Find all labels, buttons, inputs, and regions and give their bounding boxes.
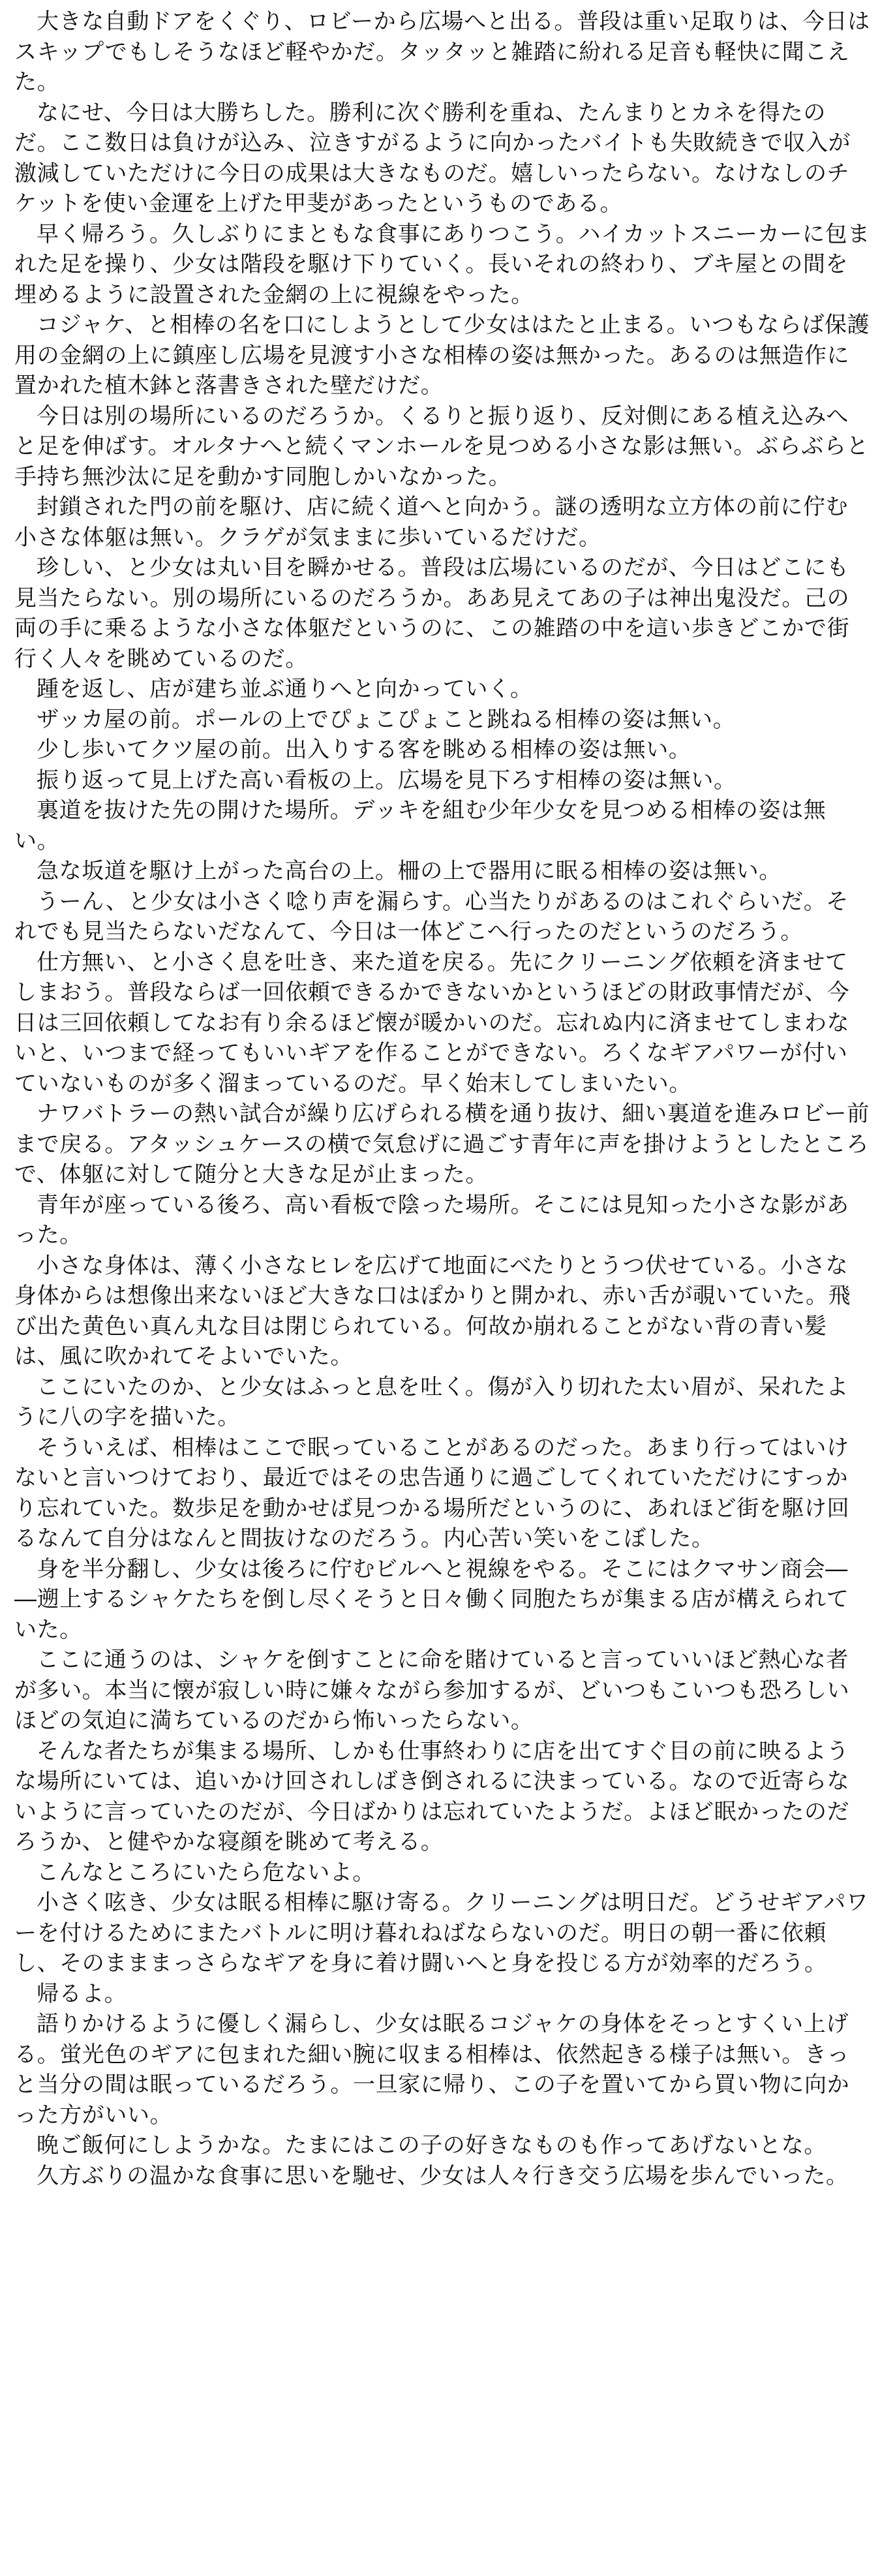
paragraph: 珍しい、と少女は丸い目を瞬かせる。普段は広場にいるのだが、今日はどこにも見当たらない。別の場所にいるのだろうか。ああ見えてあの子は神出鬼没だ。己の両の手に乗るような小さな体躯だというのに、この雑踏の中を這い歩きどこかで街行く人々を眺めているのだ。 — [14, 555, 850, 672]
paragraph: 今日は別の場所にいるのだろうか。くるりと振り返り、反対側にある植え込みへと足を伸ばす。オルタナへと続くマンホールを見つめる小さな影は無い。ぶらぶらと手持ち無沙汰に足を動かす同胞しかいなかった。 — [14, 403, 870, 490]
paragraph: ザッカ屋の前。ポールの上でぴょこぴょこと跳ねる相棒の姿は無い。 — [37, 706, 736, 733]
paragraph: 裏道を抜けた先の開けた場所。デッキを組む少年少女を見つめる相棒の姿は無い。 — [14, 797, 827, 854]
paragraph: 少し歩いてクツ屋の前。出入りする客を眺める相棒の姿は無い。 — [37, 737, 691, 763]
paragraph: 晩ご飯何にしようかな。たまにはこの子の好きなものも作ってあげないとな。 — [37, 2132, 827, 2158]
paragraph: 踵を返し、店が建ち並ぶ通りへと向かっていく。 — [37, 676, 533, 702]
paragraph: 封鎖された門の前を駆け、店に続く道へと向かう。謎の透明な立方体の前に佇む小さな体躯は無い。クラゲが気ままに歩いているだけだ。 — [14, 494, 849, 551]
paragraph: 久方ぶりの温かな食事に思いを馳せ、少女は人々行き交う広場を歩んでいった。 — [37, 2162, 849, 2189]
paragraph: ここにいたのか、と少女はふっと息を吐く。傷が入り切れた太い眉が、呆れたように八の字を描いた。 — [14, 1373, 849, 1430]
paragraph: ここに通うのは、シャケを倒すことに命を賭けていると言っていいほど熱心な者が多い。本当に懐が寂しい時に嫌々ながら参加するが、どいつもこいつも恐ろしいほどの気迫に満ちているのだから怖いったらない。 — [14, 1647, 850, 1734]
paragraph: 大きな自動ドアをくぐり、ロビーから広場へと出る。普段は重い足取りは、今日はスキップでもしそうなほど軽やかだ。タッタッと雑踏に紛れる足音も軽快に聞こえた。 — [14, 8, 870, 95]
paragraph: こんなところにいたら危ないよ。 — [37, 1859, 375, 1886]
paragraph: 青年が座っている後ろ、高い看板で陰った場所。そこには見知った小さな影があった。 — [14, 1191, 849, 1248]
paragraph: 小さく呟き、少女は眠る相棒に駆け寄る。クリーニングは明日だ。どうせギアパワーを付けるためにまたバトルに明け暮れねばならないのだ。明日の朝一番に依頼し、そのまままっさらなギアを身に着け闘いへと身を投じる方が効率的だろう。 — [14, 1890, 869, 1976]
paragraph: ナワバトラーの熱い試合が繰り広げられる横を通り抜け、細い裏道を進みロビー前まで戻る。アタッシュケースの横で気怠げに過ごす青年に声を掛けようとしたところで、体躯に対して随分と大きな足が止まった。 — [14, 1101, 870, 1188]
paragraph: 帰るよ。 — [37, 1980, 127, 2007]
paragraph: 振り返って見上げた高い看板の上。広場を見下ろす相棒の姿は無い。 — [37, 767, 736, 793]
paragraph: 早く帰ろう。久しぶりにまともな食事にありつこう。ハイカットスニーカーに包まれた足を操り、少女は階段を駆け下りていく。長いそれの終わり、ブキ屋との間を埋めるように設置された金網の上に視線をやった。 — [14, 221, 870, 308]
paragraph: 急な坂道を駆け上がった高台の上。柵の上で器用に眠る相棒の姿は無い。 — [37, 858, 781, 884]
paragraph: うーん、と少女は小さく唸り声を漏らす。心当たりがあるのはこれぐらいだ。それでも見当たらないだなんて、今日は一体どこへ行ったのだというのだろう。 — [14, 888, 849, 945]
paragraph: 小さな身体は、薄く小さなヒレを広げて地面にべたりとうつ伏せている。小さな身体からは想像出来ないほど大きな口はぽかりと開かれ、赤い舌が覗いていた。飛び出た黄色い真ん丸な目は閉じられている。何故か崩れることがない背の青い髪は、風に吹かれてそよいでいた。 — [14, 1252, 851, 1370]
paragraph: そんな者たちが集まる場所、しかも仕事終わりに店を出てすぐ目の前に映るような場所にいては、追いかけ回されしばき倒されるに決まっている。なので近寄らないように言っていたのだが、今日ばかりは忘れていたようだ。よほど眠かったのだろうか、と健やかな寝顔を眺めて考える。 — [14, 1738, 850, 1855]
paragraph: 語りかけるように優しく漏らし、少女は眠るコジャケの身体をそっとすくい上げる。蛍光色のギアに包まれた細い腕に収まる相棒は、依然起きる様子は無い。きっと当分の間は眠っているだろう。一旦家に帰り、この子を置いてから買い物に向かった方がいい。 — [14, 2011, 850, 2128]
paragraph: コジャケ、と相棒の名を口にしようとして少女ははたと止まる。いつもならば保護用の金網の上に鎮座し広場を見渡す小さな相棒の姿は無かった。あるのは無造作に置かれた植木鉢と落書きされた壁だけだ。 — [14, 312, 870, 399]
paragraph: 身を半分翻し、少女は後ろに佇むビルへと視線をやる。そこにはクマサン商会――遡上するシャケたちを倒し尽くそうと日々働く同胞たちが集まる店が構えられていた。 — [14, 1556, 849, 1643]
paragraph: そういえば、相棒はここで眠っていることがあるのだった。あまり行ってはいけないと言いつけており、最近ではその忠告通りに過ごしてくれていただけにすっかり忘れていた。数歩足を動かせば見つかる場所だというのに、あれほど街を駆け回るなんて自分はなんと間抜けなのだろう。内心苦い笑いをこぼした。 — [14, 1434, 850, 1552]
paragraph: 仕方無い、と小さく息を吐き、来た道を戻る。先にクリーニング依頼を済ませてしまおう。普段ならば一回依頼できるかできないかというほどの財政事情だが、今日は三回依頼してなお有り余るほど懐が暖かいのだ。忘れぬ内に済ませてしまわないと、いつまで経ってもいいギアを作ることができない。ろくなギアパワーが付いていないものが多く溜まっているのだ。早く始末してしまいたい。 — [14, 949, 850, 1097]
paragraph: なにせ、今日は大勝ちした。勝利に次ぐ勝利を重ね、たんまりとカネを得たのだ。ここ数日は負けが込み、泣きすがるように向かったバイトも失敗続きで収入が激減していただけに今日の成果は大きなものだ。嬉しいったらない。なけなしのチケットを使い金運を上げた甲斐があったというものである。 — [14, 99, 851, 217]
